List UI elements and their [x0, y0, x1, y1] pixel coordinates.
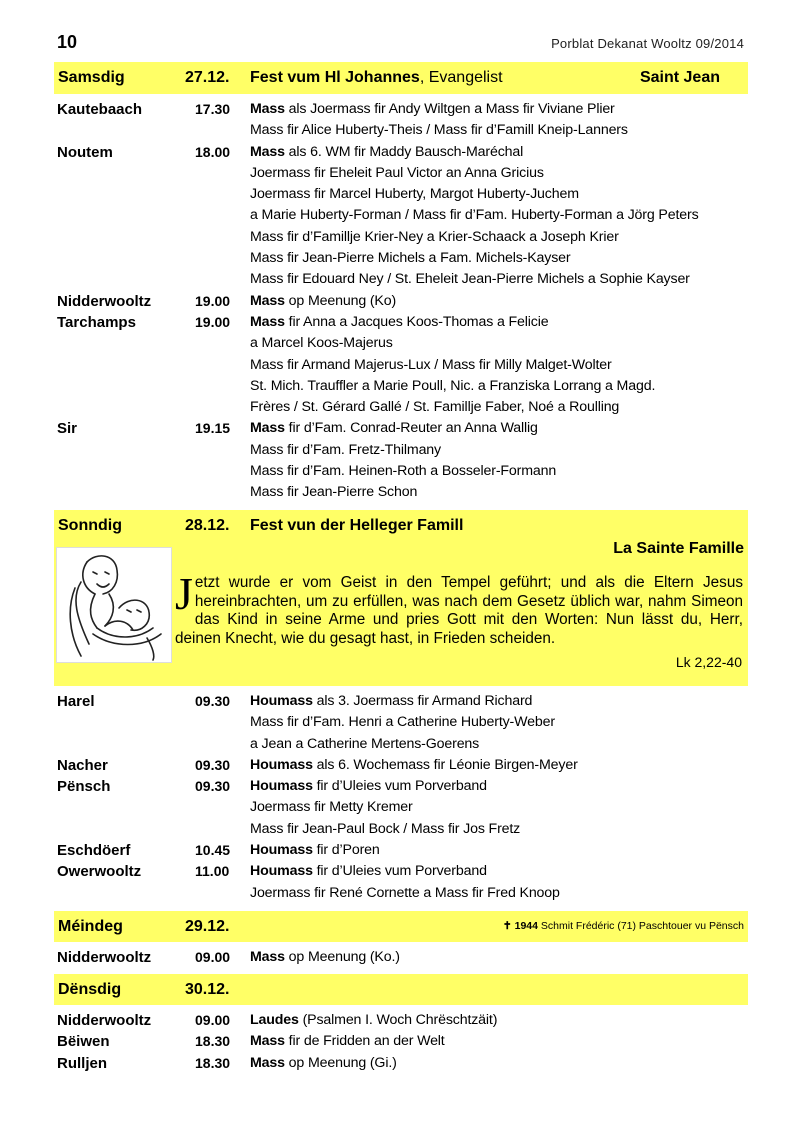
intention-text: als 6. Wochemass fir Léonie Birgen-Meyer [312, 756, 578, 773]
intention-text: Mass fir Edouard Ney / St. Eheleit Jean-Pierre Michels a Sophie Kayser [250, 271, 690, 288]
schedule-row [57, 693, 757, 714]
mass-intention [250, 949, 400, 965]
intention-text: fir d’Uleies vum Porverband [312, 778, 487, 795]
service-type: Houmass [250, 693, 313, 709]
intention-text: fir d’Fam. Conrad-Reuter an Anna Wallig [284, 420, 538, 437]
mass-intention [250, 335, 393, 351]
schedule-row [57, 757, 757, 778]
intention-text: als 3. Joermass fir Armand Richard [312, 693, 533, 709]
intention-text: fir Anna a Jacques Koos-Thomas a Felicie [284, 313, 549, 330]
schedule-row [57, 122, 757, 143]
mass-time: 09.30 [195, 756, 231, 773]
intention-text: Mass fir Alice Huberty-Theis / Mass fir d’Famill Kneip-Lanners [250, 122, 628, 139]
day-date: 28.12. [185, 517, 230, 534]
mass-intention [250, 885, 560, 901]
day-date: 27.12. [185, 69, 230, 86]
mass-intention [250, 314, 548, 330]
schedule-row [57, 357, 757, 378]
day-band-sunday [54, 510, 748, 686]
mass-intention [250, 799, 413, 815]
intention-text: St. Mich. Trauffler a Marie Poull, Nic. a Franziska Lorrang a Magd. [250, 377, 656, 394]
day-name: Dënsdig [58, 981, 122, 998]
place-name: Harel [57, 693, 95, 710]
schedule-list-day3 [57, 949, 757, 970]
intention-text: Joermass fir Marcel Huberty, Margot Huberty-Juchem [250, 186, 579, 203]
mass-intention [250, 1033, 445, 1049]
intention-text: Mass fir Jean-Pierre Schon [250, 484, 418, 501]
mass-time: 10.45 [195, 842, 231, 859]
schedule-row [57, 1012, 757, 1033]
mass-time: 19.00 [195, 313, 231, 330]
intention-text: op Meenung (Ko.) [284, 949, 400, 965]
intention-text: Mass fir Armand Majerus-Lux / Mass fir Milly Malget-Wolter [250, 356, 612, 373]
mass-intention [250, 293, 396, 309]
schedule-row [57, 335, 757, 356]
day-name: Samsdig [58, 69, 125, 86]
schedule-row [57, 714, 757, 735]
schedule-row [57, 420, 757, 441]
schedule-row [57, 863, 757, 884]
place-name: Tarchamps [57, 313, 136, 331]
feast-title: Fest vun der Helleger Famill [250, 517, 464, 534]
mass-intention [250, 484, 417, 500]
mass-intention [250, 842, 380, 858]
quote-drop-cap: J [175, 568, 193, 619]
mass-time: 18.30 [195, 1054, 231, 1071]
mass-intention [250, 122, 628, 138]
service-type: Mass [250, 313, 285, 330]
schedule-row [57, 821, 757, 842]
schedule-row [57, 144, 757, 165]
service-type: Mass [250, 101, 285, 117]
place-name: Nacher [57, 756, 108, 774]
intention-text: op Meenung (Gi.) [284, 1054, 397, 1071]
place-name: Owerwooltz [57, 863, 142, 881]
service-type: Houmass [250, 842, 313, 859]
day-date: 30.12. [185, 981, 230, 998]
schedule-row [57, 1033, 757, 1054]
place-name: Pënsch [57, 778, 111, 796]
gospel-quote [175, 568, 743, 648]
service-type: Houmass [250, 863, 313, 880]
intention-text: a Jean a Catherine Mertens-Goerens [250, 735, 480, 752]
intention-text: fir d’Uleies vum Porverband [312, 863, 487, 880]
schedule-row [57, 186, 757, 207]
intention-text: (Psalmen I. Woch Chrëschtzäit) [298, 1012, 498, 1028]
feast-title: Fest vum Hl Johannes, Evangelist [250, 69, 503, 86]
service-type: Mass [250, 949, 285, 965]
day-date: 29.12. [185, 918, 230, 935]
mass-time: 09.00 [195, 949, 231, 965]
mass-time: 19.00 [195, 292, 231, 309]
mass-intention [250, 207, 699, 223]
intention-text: fir d’Poren [312, 842, 380, 859]
memorial-note: ✝ 1944 Schmit Frédéric (71) Paschtouer vu Pënsch [502, 920, 744, 932]
mass-time: 09.30 [195, 778, 231, 795]
day-band-monday [54, 911, 748, 942]
intention-text: a Marcel Koos-Majerus [250, 335, 393, 352]
schedule-row [57, 842, 757, 863]
mass-intention [250, 250, 570, 266]
schedule-row [57, 1055, 757, 1076]
mass-intention [250, 101, 615, 117]
place-name: Kautebaach [57, 101, 143, 118]
mass-intention [250, 1012, 497, 1028]
intention-text: Joermass fir Eheleit Paul Victor an Anna Gricius [250, 164, 544, 181]
service-type: Mass [250, 420, 285, 437]
mass-intention [250, 271, 690, 287]
service-type: Laudes [250, 1012, 299, 1028]
place-name: Rulljen [57, 1054, 108, 1072]
publication-title: Porblat Dekanat Wooltz 09/2014 [551, 36, 744, 51]
mass-time: 09.30 [195, 693, 231, 709]
page-number: 10 [57, 32, 78, 52]
mass-intention [250, 1055, 397, 1071]
mass-intention [250, 714, 555, 730]
day-name: Sonndig [58, 517, 122, 534]
day-name: Méindeg [58, 918, 123, 935]
mass-time: 11.00 [195, 863, 230, 880]
schedule-row [57, 165, 757, 186]
simeon-with-child-illustration [56, 547, 172, 663]
feast-name-fr: Saint Jean [639, 69, 720, 86]
intention-text: Mass fir Jean-Pierre Michels a Fam. Michels-Kayser [250, 250, 571, 267]
mass-time: 09.00 [195, 1012, 231, 1028]
schedule-row [57, 736, 757, 757]
schedule-row [57, 271, 757, 292]
mass-intention [250, 778, 487, 794]
mass-time: 18.00 [195, 143, 231, 160]
place-name: Noutem [57, 143, 113, 161]
mass-intention [250, 442, 441, 458]
place-name: Nidderwooltz [57, 949, 152, 966]
mass-time: 18.30 [195, 1033, 231, 1050]
place-name: Nidderwooltz [57, 292, 152, 310]
mass-intention [250, 693, 532, 709]
service-type: Mass [250, 143, 285, 160]
day-band-tuesday [54, 974, 748, 1005]
service-type: Houmass [250, 778, 313, 795]
intention-text: Frères / St. Gérard Gallé / St. Famillje Faber, Noé a Roulling [250, 399, 620, 416]
mass-time: 19.15 [195, 420, 231, 437]
schedule-row [57, 378, 757, 399]
place-name: Nidderwooltz [57, 1012, 152, 1029]
intention-text: Joermass fir René Cornette a Mass fir Fred Knoop [250, 884, 560, 901]
service-type: Mass [250, 1033, 285, 1050]
intention-text: Mass fir d’Fam. Henri a Catherine Huberty-Weber [250, 714, 555, 731]
schedule-row [57, 949, 757, 970]
feast-name-fr: La Sainte Famille [613, 540, 744, 557]
schedule-row [57, 463, 757, 484]
schedule-row [57, 885, 757, 906]
mass-intention [250, 420, 538, 436]
intention-text: Mass fir d’Famillje Krier-Ney a Krier-Schaack a Joseph Krier [250, 228, 619, 245]
mass-intention [250, 144, 523, 160]
intention-text: Mass fir Jean-Paul Bock / Mass fir Jos Fretz [250, 820, 521, 837]
schedule-list-day2 [57, 693, 757, 906]
service-type: Houmass [250, 756, 313, 773]
intention-text: op Meenung (Ko) [284, 292, 397, 309]
schedule-row [57, 229, 757, 250]
schedule-row [57, 250, 757, 271]
mass-intention [250, 736, 479, 752]
place-name: Sir [57, 420, 78, 438]
intention-text: a Marie Huberty-Forman / Mass fir d’Fam. Huberty-Forman a Jörg Peters [250, 207, 699, 224]
intention-text: Mass fir d’Fam. Fretz-Thilmany [250, 441, 441, 458]
mass-intention [250, 357, 612, 373]
schedule-row [57, 399, 757, 420]
mass-intention [250, 229, 619, 245]
schedule-row [57, 484, 757, 505]
mass-time: 17.30 [195, 101, 231, 117]
intention-text: Mass fir d’Fam. Heinen-Roth a Bosseler-Formann [250, 463, 557, 480]
schedule-row [57, 207, 757, 228]
schedule-row [57, 101, 757, 122]
mass-intention [250, 186, 579, 202]
schedule-list-day1 [57, 101, 757, 506]
intention-text: als 6. WM fir Maddy Bausch-Maréchal [284, 143, 524, 160]
schedule-list-day4 [57, 1012, 757, 1076]
mass-intention [250, 399, 619, 415]
place-name: Eschdöerf [57, 842, 131, 860]
mass-intention [250, 165, 544, 181]
mass-intention [250, 863, 487, 879]
service-type: Mass [250, 1054, 285, 1071]
quote-text: etzt wurde er vom Geist in den Tempel geführt; und als die Eltern Jesus hereinbrachten, um zu erfüllen, was nach dem Gesetz üblich war, nahm Simeon das Kind in seine Arme und pries Gott mit den Worten: Nun lässt du, Herr, deinen Knecht, wie du gesagt hast, in Frieden scheiden. [175, 574, 743, 647]
service-type: Mass [250, 292, 285, 309]
place-name: Bëiwen [57, 1033, 110, 1051]
day-band-saturday [54, 62, 748, 94]
intention-text: als Joermass fir Andy Wiltgen a Mass fir Viviane Plier [284, 101, 615, 117]
intention-text: fir de Fridden an der Welt [284, 1033, 445, 1050]
schedule-row [57, 314, 757, 335]
schedule-row [57, 778, 757, 799]
schedule-row [57, 293, 757, 314]
schedule-row [57, 442, 757, 463]
quote-reference: Lk 2,22-40 [675, 654, 742, 670]
mass-intention [250, 463, 556, 479]
intention-text: Joermass fir Metty Kremer [250, 799, 413, 816]
mass-intention [250, 378, 655, 394]
schedule-row [57, 799, 757, 820]
mass-intention [250, 821, 520, 837]
mass-intention [250, 757, 578, 773]
